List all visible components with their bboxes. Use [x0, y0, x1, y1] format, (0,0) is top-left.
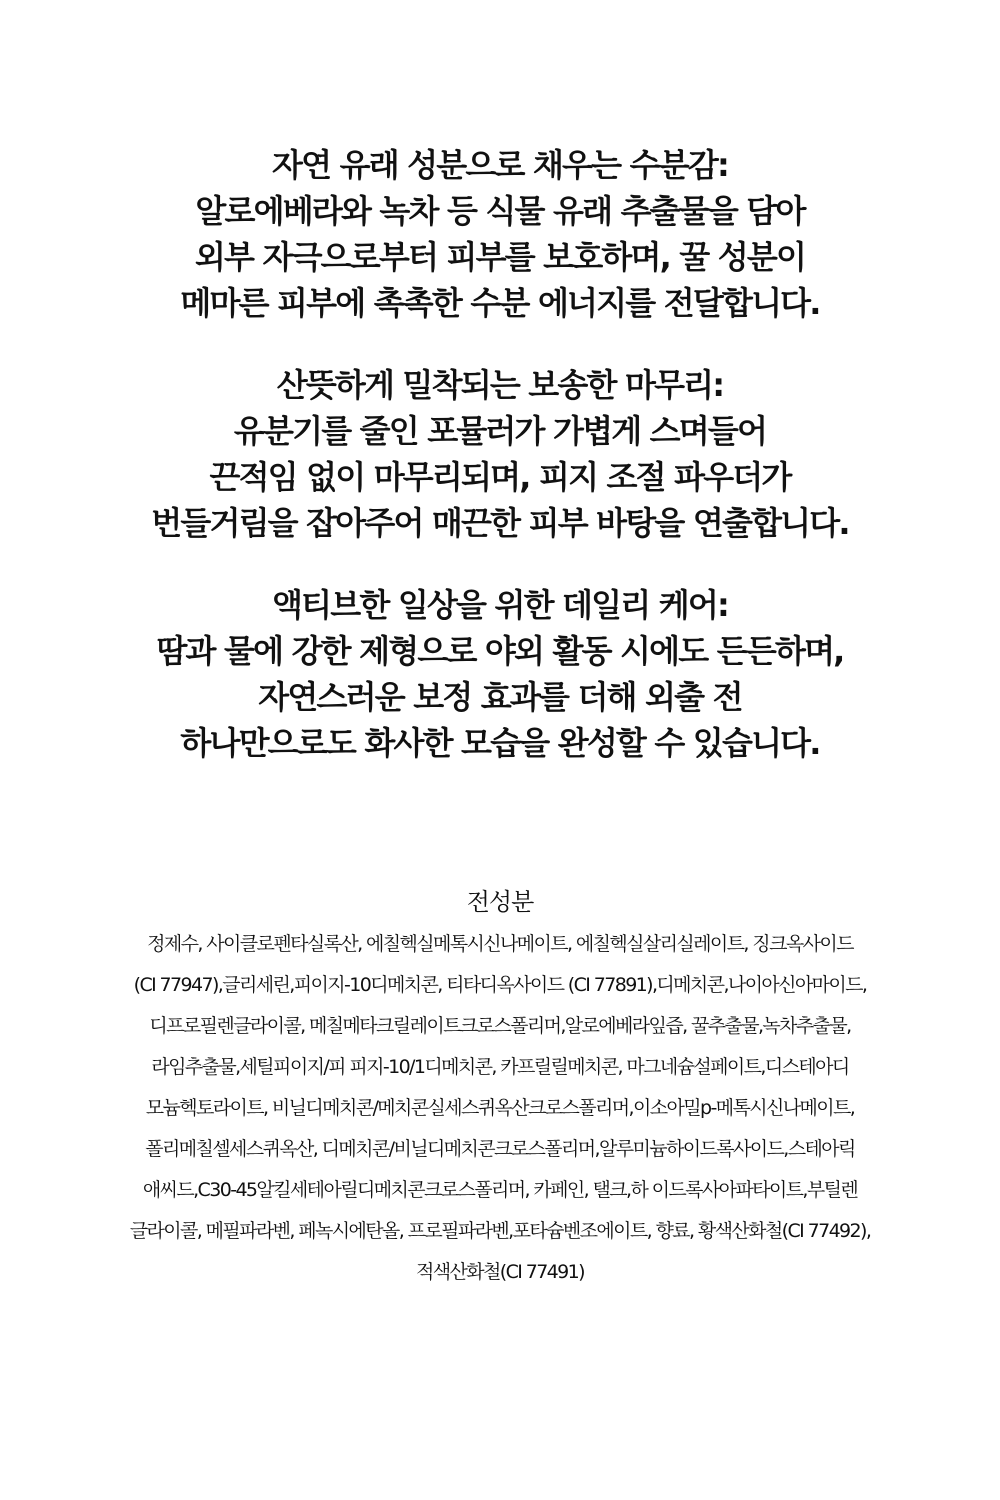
feature-heading: 산뜻하게 밀착되는 보송한 마무리: — [276, 366, 724, 404]
ingredients-text-line: 폴리메칠셀세스퀴옥산, 디메치콘/비닐디메치콘크로스폴리머,알루미늄하이드록사이드,스테아릭 — [145, 1138, 855, 1160]
feature-block-moisture — [40, 142, 960, 326]
feature-text-line: 땀과 물에 강한 제형으로 야외 활동 시에도 든든하며, — [156, 632, 844, 670]
ingredients-text-line: 글라이콜, 메필파라벤, 페녹시에탄올, 프로필파라벤,포타슘벤조에이트, 향료, 황색산화철(CI 77492), — [129, 1220, 871, 1242]
ingredients-text-line: (CI 77947),글리세린,피이지-10디메치콘, 티타디옥사이드 (CI 77891),디메치콘,나이아신아마이드, — [133, 974, 867, 996]
feature-text-line: 자연스러운 보정 효과를 더해 외출 전 — [258, 678, 742, 716]
feature-heading: 자연 유래 성분으로 채우는 수분감: — [272, 146, 728, 184]
feature-heading: 액티브한 일상을 위한 데일리 케어: — [272, 586, 728, 624]
feature-text-line: 끈적임 없이 마무리되며, 피지 조절 파우더가 — [209, 458, 791, 496]
feature-text-line: 알로에베라와 녹차 등 식물 유래 추출물을 담아 — [195, 192, 805, 230]
feature-text-line: 번들거림을 잡아주어 매끈한 피부 바탕을 연출합니다. — [151, 504, 849, 542]
ingredients-text-line: 모늄헥토라이트, 비닐디메치콘/메치콘실세스퀴옥산크로스폴리머,이소아밀p-메톡시신나메이트, — [145, 1097, 855, 1119]
feature-text-line: 메마른 피부에 촉촉한 수분 에너지를 전달합니다. — [180, 284, 820, 322]
feature-text-line: 외부 자극으로부터 피부를 보호하며, 꿀 성분이 — [194, 238, 806, 276]
feature-block-daily-care — [40, 582, 960, 766]
feature-block-finish — [40, 362, 960, 546]
ingredients-text-line: 적색산화철(CI 77491) — [416, 1261, 584, 1283]
ingredients-text-line: 라임추출물,세틸피이지/피 피지-10/1디메치콘, 카프릴릴메치콘, 마그네슘설페이트,디스테아디 — [151, 1056, 849, 1078]
feature-descriptions — [40, 142, 960, 802]
ingredients-title: 전성분 — [466, 888, 534, 916]
ingredients-section — [40, 880, 960, 1293]
ingredients-text-line: 애씨드,C30-45알킬세테아릴디메치콘크로스폴리머, 카페인, 탤크,하 이드록사아파타이트,부틸렌 — [142, 1179, 858, 1201]
feature-text-line: 하나만으로도 화사한 모습을 완성할 수 있습니다. — [180, 724, 820, 762]
ingredients-text-line: 정제수, 사이클로펜타실록산, 에칠헥실메톡시신나메이트, 에칠헥실살리실레이트, 징크옥사이드 — [147, 933, 853, 955]
feature-text-line: 유분기를 줄인 포뮬러가 가볍게 스며들어 — [233, 412, 767, 450]
ingredients-text-line: 디프로필렌글라이콜, 메칠메타크릴레이트크로스폴리머,알로에베라잎즙, 꿀추출물,녹차추출물, — [149, 1015, 851, 1037]
